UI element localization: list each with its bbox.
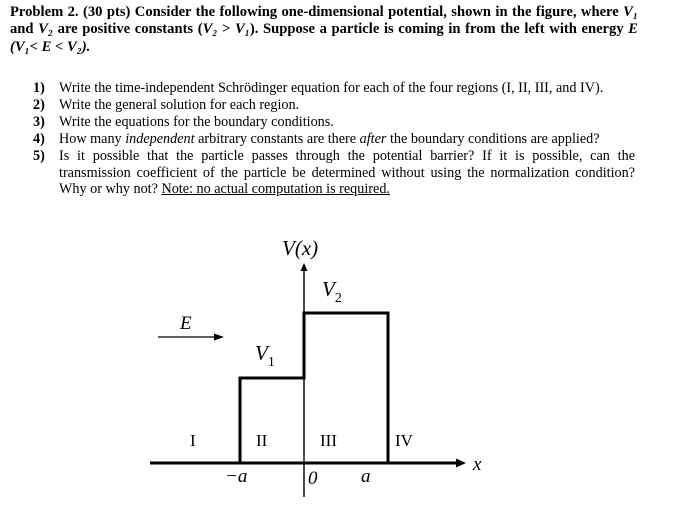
region-label-IV: IV: [395, 431, 413, 450]
question-number: 1): [33, 80, 45, 96]
intro-text-3: ). Suppose a particle is coming in from the left with energy: [249, 21, 624, 38]
energy-symbol: E: [628, 21, 638, 38]
v1-symbol: V₁: [623, 4, 638, 20]
y-axis-label: V(x): [282, 236, 319, 260]
question-emphasis-independent: independent: [125, 130, 195, 147]
question-emphasis-after: after: [359, 130, 387, 147]
question-number: 2): [33, 96, 45, 113]
v1-letter: V: [255, 341, 268, 365]
v1-label: [255, 341, 275, 370]
question-text-pre: How many: [59, 130, 122, 147]
question-text: Write the equations for the boundary conditions.: [59, 113, 334, 130]
energy-label: E: [180, 313, 192, 334]
question-text-mid: arbitrary constants are there: [198, 130, 357, 147]
tick-label-neg-a: −a: [225, 466, 248, 487]
region-label-III: III: [320, 431, 337, 450]
x-axis-label: x: [473, 454, 482, 475]
question-text: Write the time-independent Schrödinger equation for each of the four regions (I, II, III, and IV).: [59, 80, 604, 96]
intro-text-1: Consider the following one-dimensional potential, shown in the figure, where: [134, 4, 619, 20]
y-axis-arrowhead: [301, 263, 308, 271]
v2-label: [322, 277, 342, 306]
intro-text-2: are positive constants (: [57, 21, 203, 38]
region-label-II: II: [256, 431, 268, 450]
v2-symbol: V₂: [38, 21, 53, 38]
cond-v2: V₂: [202, 21, 218, 38]
question-text-post: the boundary conditions are applied?: [389, 130, 600, 147]
problem-label: Problem 2.: [10, 4, 79, 20]
tick-label-zero: 0: [308, 468, 318, 489]
question-number: 5): [33, 147, 45, 164]
x-axis-arrowhead: [456, 459, 466, 468]
problem-points: (30 pts): [83, 4, 131, 20]
v1-subscript: 1: [267, 355, 275, 370]
tick-label-a: a: [361, 466, 371, 487]
region-label-I: I: [190, 431, 196, 450]
v2-letter: V: [322, 277, 335, 301]
and-word: and: [10, 21, 34, 38]
question-number: 3): [33, 113, 45, 130]
cond-gt: >: [222, 21, 231, 38]
note-underlined: Note: no actual computation is required.: [161, 181, 390, 198]
question-text: Is it possible that the particle passes through the potential barrier? If it is possible, can the transmission coefficient of the particle be determined without using the normalization condition? Why or why not?: [59, 147, 635, 198]
question-number: 4): [33, 130, 45, 147]
energy-arrowhead: [214, 334, 224, 341]
energy-range: (V₁< E < V₂).: [10, 38, 91, 55]
v2-subscript: 2: [334, 291, 342, 306]
cond-v1: V₁: [235, 21, 250, 38]
question-text: Write the general solution for each region.: [59, 96, 300, 113]
